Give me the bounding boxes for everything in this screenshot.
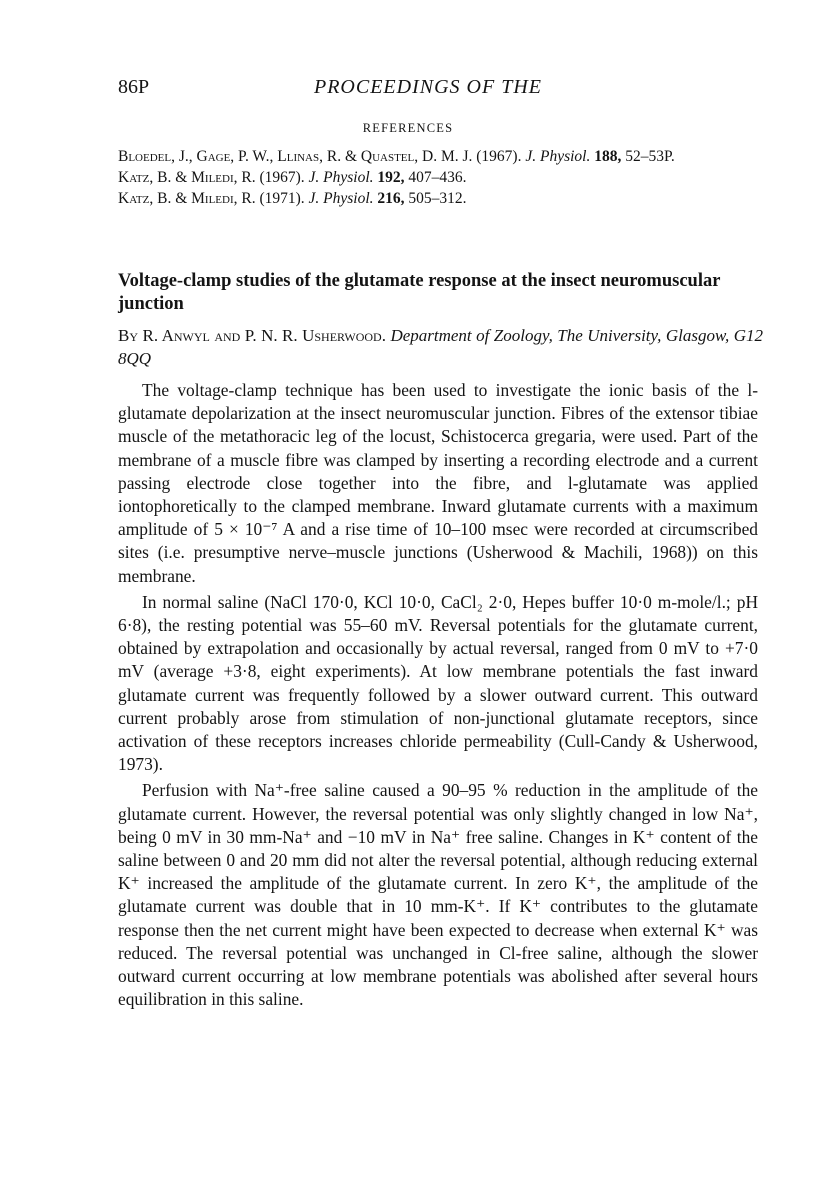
references-heading: REFERENCES <box>362 121 454 135</box>
body-paragraph: Perfusion with Na⁺-free saline caused a 90–95 % reduction in the amplitude of the glutamate current. However, the reversal potential was only slightly changed in low Na⁺, being 0 mV in 30 mm-Na⁺ and −10 mV in Na⁺ free saline. Changes in K⁺ content of the saline between 0 and 20 mm did not alter the reversal potential, although reducing external K⁺ increased the amplitude of the glutamate current. In zero K⁺, the amplitude of the glutamate current was double that in 10 mm-K⁺. If K⁺ contributes to the glutamate response then the net current might have been expected to decrease when external K⁺ was reduced. The reversal potential was unchanged in Cl-free saline, although the slower outward current occurring at low membrane potentials was abolished after several hours equilibration in this saline. <box>118 780 758 1010</box>
reference-authors: Katz, B. & Miledi, R. <box>118 190 256 207</box>
body-paragraph: The voltage-clamp technique has been used to investigate the ionic basis of the l-glutamate depolarization at the insect neuromuscular junction. Fibres of the extensor tibiae muscle of the metathoracic leg of the locust, Schistocerca gregaria, were used. Part of the membrane of a muscle fibre was clamped by inserting a recording electrode and a current passing electrode close together into the fibre, and l-glutamate was applied iontophoretically to the clamped membrane. Inward glutamate currents with a maximum amplitude of 5 × 10⁻⁷ A and a rise time of 10–100 msec were recorded at circumscribed sites (i.e. presumptive nerve–muscle junctions (Usherwood & Machili, 1968)) on this membrane. <box>118 380 758 586</box>
journal-title: PROCEEDINGS OF THE <box>314 76 542 98</box>
reference-authors: Bloedel, J., Gage, P. W., Llinas, R. & Quastel, D. M. J. <box>118 148 473 165</box>
byline <box>118 324 763 370</box>
reference-journal: J. Physiol. <box>525 148 591 165</box>
reference-year: (1967). <box>259 169 305 186</box>
reference-item <box>118 146 758 167</box>
reference-year: (1971). <box>259 190 305 207</box>
byline-by: By <box>118 326 139 345</box>
article-title: Voltage-clamp studies of the glutamate response at the insect neuromuscular junction <box>118 271 721 314</box>
reference-journal: J. Physiol. <box>308 190 374 207</box>
page-number: 86P <box>118 76 150 98</box>
byline-authors: R. Anwyl and P. N. R. Usherwood. <box>142 326 386 345</box>
reference-volume: 188, <box>594 148 622 165</box>
reference-item <box>118 167 758 188</box>
reference-item <box>118 188 758 209</box>
reference-year: (1967). <box>476 148 522 165</box>
running-head <box>118 76 758 102</box>
article-body <box>118 379 758 1011</box>
reference-journal: J. Physiol. <box>308 169 374 186</box>
reference-volume: 192, <box>377 169 405 186</box>
reference-volume: 216, <box>377 190 405 207</box>
reference-authors: Katz, B. & Miledi, R. <box>118 169 256 186</box>
reference-pages: 407–436. <box>408 169 467 186</box>
references-list <box>118 146 758 209</box>
reference-pages: 505–312. <box>408 190 467 207</box>
body-paragraph: In normal saline (NaCl 170·0, KCl 10·0, CaCl₂ 2·0, Hepes buffer 10·0 m-mole/l.; pH 6·8), the resting potential was 55–60 mV. Reversal potentials for the glutamate current, obtained by extrapolation and occasionally by actual reversal, ranged from 0 mV to +7·0 mV (average +3·8, eight experiments). At low membrane potentials the fast inward glutamate current was frequently followed by a slower outward current. This outward current probably arose from stimulation of non-junctional glutamate receptors, since activation of these receptors increases chloride permeability (Cull-Candy & Usherwood, 1973). <box>118 591 758 775</box>
reference-pages: 52–53P. <box>625 148 675 165</box>
byline-affiliation: Department of Zoology, The University, Glasgow, G12 8QQ <box>118 326 764 368</box>
